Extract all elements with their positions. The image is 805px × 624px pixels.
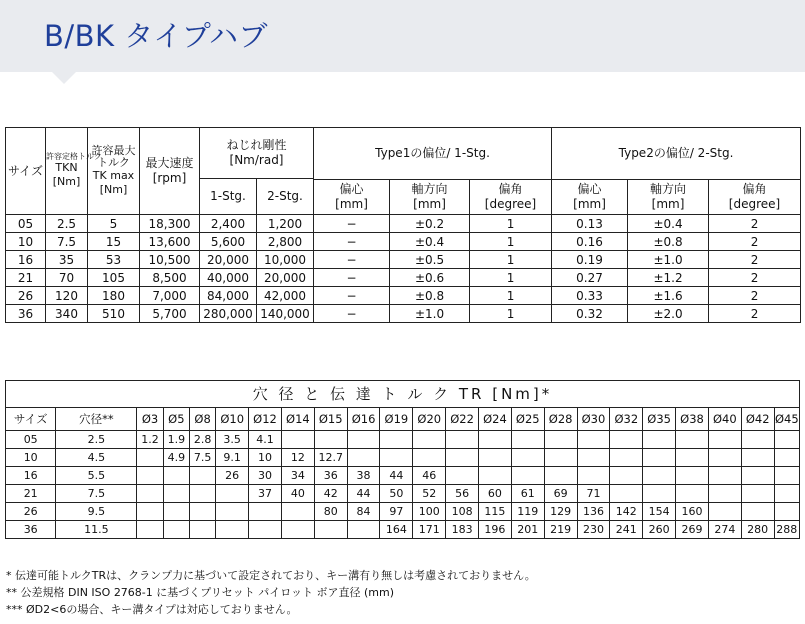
bore-cell: 201 [511, 521, 544, 539]
bore-cell: 1.9 [163, 431, 189, 449]
bore-cell [774, 485, 799, 503]
bore-cell: 164 [380, 521, 413, 539]
bore-cell [380, 449, 413, 467]
bore-cell [610, 449, 643, 467]
spec-cell: 0.27 [552, 269, 628, 287]
bore-cell [163, 521, 189, 539]
spec-cell: 53 [88, 251, 140, 269]
spec-cell: 140,000 [257, 305, 314, 323]
spec-cell: 2,400 [200, 215, 257, 233]
bore-cell [413, 449, 446, 467]
bore-cell [708, 449, 741, 467]
bore-cell [446, 431, 479, 449]
bore-cell [774, 449, 799, 467]
bore-cell [643, 485, 676, 503]
bore-cell: 12.7 [314, 449, 347, 467]
bore-cell [314, 521, 347, 539]
spec-cell: ±1.6 [628, 287, 709, 305]
bore-cell: 196 [479, 521, 512, 539]
bore-cell: 30 [249, 467, 282, 485]
bore-cell: 60 [479, 485, 512, 503]
bore-cell [380, 431, 413, 449]
bore-row [6, 431, 800, 449]
bore-header-cell: Ø16 [347, 408, 380, 431]
bore-cell [347, 431, 380, 449]
spec-cell: ±0.4 [628, 215, 709, 233]
bore-cell: 11.5 [56, 521, 137, 539]
bore-cell: 241 [610, 521, 643, 539]
bore-cell: 36 [314, 467, 347, 485]
spec-cell: 13,600 [140, 233, 200, 251]
bore-cell: 26 [6, 503, 56, 521]
bore-cell: 2.5 [56, 431, 137, 449]
bore-cell: 1.2 [137, 431, 163, 449]
bore-header-cell: Ø10 [216, 408, 249, 431]
footnote-3: *** ØD2<6の場合、キー溝タイプは対応しておりません。 [6, 603, 298, 616]
spec-cell: 05 [6, 215, 46, 233]
spec-cell: 20,000 [200, 251, 257, 269]
t2-angular-unit: [degree] [728, 197, 781, 211]
bore-cell [643, 431, 676, 449]
bore-cell [216, 485, 249, 503]
bore-cell: 21 [6, 485, 56, 503]
spec-table [5, 127, 801, 323]
bore-cell [610, 467, 643, 485]
bore-cell [479, 467, 512, 485]
bore-cell [137, 467, 163, 485]
bore-cell: 71 [577, 485, 610, 503]
bore-table-body [6, 408, 800, 539]
bore-cell [577, 467, 610, 485]
bore-header-cell: 穴径** [56, 408, 137, 431]
hdr-tkmax [88, 128, 140, 215]
spec-cell: 10,500 [140, 251, 200, 269]
spec-cell: 84,000 [200, 287, 257, 305]
bore-cell [741, 449, 774, 467]
bore-cell [163, 467, 189, 485]
bore-cell: 84 [347, 503, 380, 521]
bore-cell: 38 [347, 467, 380, 485]
hdr-tkmax-unit: [Nm] [99, 183, 128, 197]
spec-cell: 40,000 [200, 269, 257, 287]
bore-cell: 34 [281, 467, 314, 485]
spec-cell: 18,300 [140, 215, 200, 233]
bore-cell: 269 [676, 521, 709, 539]
bore-cell: 46 [413, 467, 446, 485]
spec-cell: 35 [46, 251, 88, 269]
bore-cell [511, 467, 544, 485]
spec-cell: 2 [709, 233, 801, 251]
bore-cell: 10 [6, 449, 56, 467]
spec-cell: 70 [46, 269, 88, 287]
bore-table [5, 407, 800, 539]
bore-header-cell: Ø19 [380, 408, 413, 431]
bore-row [6, 485, 800, 503]
bore-cell [544, 449, 577, 467]
bore-cell: 171 [413, 521, 446, 539]
bore-cell: 129 [544, 503, 577, 521]
bore-header-cell: Ø20 [413, 408, 446, 431]
spec-cell: 5,600 [200, 233, 257, 251]
bore-cell [708, 485, 741, 503]
bore-header-cell: サイズ [6, 408, 56, 431]
spec-cell: 0.16 [552, 233, 628, 251]
bore-cell: 97 [380, 503, 413, 521]
bore-cell: 183 [446, 521, 479, 539]
bore-table-title: 穴 径 と 伝 達 ト ル ク TR [Nm]* [5, 380, 800, 407]
bore-header-cell: Ø3 [137, 408, 163, 431]
bore-cell [708, 503, 741, 521]
bore-cell [511, 431, 544, 449]
spec-cell: 36 [6, 305, 46, 323]
spec-cell: 5,700 [140, 305, 200, 323]
spec-cell: 7.5 [46, 233, 88, 251]
bore-cell: 10 [249, 449, 282, 467]
spec-cell: ±0.8 [390, 287, 470, 305]
bore-cell: 280 [741, 521, 774, 539]
bore-cell: 36 [6, 521, 56, 539]
bore-cell [741, 431, 774, 449]
t2-angular-label: 偏角 [742, 182, 767, 196]
bore-cell: 44 [380, 467, 413, 485]
hdr-t1-angular [470, 180, 552, 215]
bore-cell: 69 [544, 485, 577, 503]
bore-cell: 3.5 [216, 431, 249, 449]
bore-cell: 9.1 [216, 449, 249, 467]
bore-cell [281, 503, 314, 521]
spec-cell: 1,200 [257, 215, 314, 233]
bore-cell [544, 431, 577, 449]
hdr-tkn-unit: [Nm] [52, 175, 81, 188]
bore-cell: 7.5 [56, 485, 137, 503]
bore-cell: 219 [544, 521, 577, 539]
page-header [0, 0, 805, 72]
bore-cell [511, 449, 544, 467]
bore-cell: 37 [249, 485, 282, 503]
spec-cell: − [314, 305, 390, 323]
bore-cell: 7.5 [189, 449, 215, 467]
bore-cell [137, 449, 163, 467]
spec-cell: ±0.8 [628, 233, 709, 251]
bore-cell: 12 [281, 449, 314, 467]
spec-cell: − [314, 251, 390, 269]
t2-axial-unit: [mm] [651, 197, 685, 211]
bore-cell [281, 431, 314, 449]
spec-cell: ±0.4 [390, 233, 470, 251]
hdr-t2-axial [628, 180, 709, 215]
bore-cell [741, 467, 774, 485]
bore-cell: 4.9 [163, 449, 189, 467]
bore-header-cell: Ø35 [643, 408, 676, 431]
spec-cell: 105 [88, 269, 140, 287]
spec-cell: ±1.0 [390, 305, 470, 323]
t2-axial-label: 軸方向 [650, 182, 687, 196]
spec-cell: 2 [709, 251, 801, 269]
bore-cell [741, 485, 774, 503]
bore-cell: 108 [446, 503, 479, 521]
spec-cell: 26 [6, 287, 46, 305]
bore-cell [137, 485, 163, 503]
t2-radial-unit: [mm] [573, 197, 606, 211]
spec-cell: 180 [88, 287, 140, 305]
bore-cell: 230 [577, 521, 610, 539]
bore-cell: 40 [281, 485, 314, 503]
bore-cell [189, 485, 215, 503]
bore-cell [610, 485, 643, 503]
bore-cell: 119 [511, 503, 544, 521]
bore-cell [479, 431, 512, 449]
bore-cell [446, 449, 479, 467]
page-title: B/BK タイプハブ [44, 19, 269, 53]
bore-cell [544, 467, 577, 485]
spec-cell: 0.33 [552, 287, 628, 305]
hdr-stiff-unit: [Nm/rad] [229, 153, 284, 167]
spec-cell: 10,000 [257, 251, 314, 269]
bore-cell: 260 [643, 521, 676, 539]
bore-cell: 26 [216, 467, 249, 485]
spec-cell: ±2.0 [628, 305, 709, 323]
bore-cell: 42 [314, 485, 347, 503]
bore-cell: 4.5 [56, 449, 137, 467]
bore-header-cell: Ø5 [163, 408, 189, 431]
spec-cell: ±0.5 [390, 251, 470, 269]
t1-axial-label: 軸方向 [411, 182, 448, 196]
spec-cell: 340 [46, 305, 88, 323]
bore-cell [676, 431, 709, 449]
bore-header-cell: Ø12 [249, 408, 282, 431]
hdr-t1-radial [314, 180, 390, 215]
bore-cell [676, 449, 709, 467]
spec-cell: ±1.0 [628, 251, 709, 269]
hdr-stiff-2: 2-Stg. [257, 179, 314, 215]
bore-header-cell: Ø24 [479, 408, 512, 431]
spec-cell: 16 [6, 251, 46, 269]
bore-cell [347, 521, 380, 539]
bore-cell [479, 449, 512, 467]
bore-cell: 288 [774, 521, 799, 539]
spec-cell: 20,000 [257, 269, 314, 287]
spec-cell: 21 [6, 269, 46, 287]
bore-cell: 52 [413, 485, 446, 503]
spec-cell: − [314, 233, 390, 251]
spec-cell: 1 [470, 251, 552, 269]
spec-row [6, 215, 801, 233]
bore-cell: 4.1 [249, 431, 282, 449]
spec-cell: 10 [6, 233, 46, 251]
bore-cell [189, 467, 215, 485]
hdr-t2-radial [552, 180, 628, 215]
spec-cell: 5 [88, 215, 140, 233]
bore-cell [249, 521, 282, 539]
bore-cell [163, 503, 189, 521]
bore-cell [446, 467, 479, 485]
hdr-t2-angular [709, 180, 801, 215]
hdr-stiff-1: 1-Stg. [200, 179, 257, 215]
bore-header-cell: Ø22 [446, 408, 479, 431]
bore-cell [610, 431, 643, 449]
bore-cell [774, 503, 799, 521]
bore-cell: 154 [643, 503, 676, 521]
bore-cell [163, 485, 189, 503]
spec-cell: − [314, 287, 390, 305]
bore-cell: 136 [577, 503, 610, 521]
bore-cell: 9.5 [56, 503, 137, 521]
spec-table-body [6, 215, 801, 323]
bore-row [6, 467, 800, 485]
spec-row [6, 287, 801, 305]
bore-header-cell: Ø15 [314, 408, 347, 431]
bore-cell [577, 449, 610, 467]
spec-cell: 2.5 [46, 215, 88, 233]
spec-cell: 2 [709, 287, 801, 305]
bore-cell: 56 [446, 485, 479, 503]
bore-cell [314, 431, 347, 449]
t1-axial-unit: [mm] [413, 197, 446, 211]
hdr-tkmax-label: 許容最大トルク [91, 144, 136, 170]
bore-cell: 115 [479, 503, 512, 521]
footnotes [6, 567, 536, 618]
hdr-stiff-label: ねじれ剛性 [226, 138, 287, 152]
bore-cell [643, 449, 676, 467]
hdr-tkn [46, 128, 102, 215]
bore-cell [643, 467, 676, 485]
bore-cell [708, 431, 741, 449]
spec-cell: ±0.2 [390, 215, 470, 233]
bore-cell: 274 [708, 521, 741, 539]
bore-cell [216, 503, 249, 521]
bore-cell [347, 449, 380, 467]
spec-cell: 0.13 [552, 215, 628, 233]
bore-header-cell: Ø8 [189, 408, 215, 431]
bore-cell: 80 [314, 503, 347, 521]
spec-cell: 7,000 [140, 287, 200, 305]
bore-cell [774, 467, 799, 485]
header-notch [52, 72, 76, 84]
spec-cell: 8,500 [140, 269, 200, 287]
spec-cell: 15 [88, 233, 140, 251]
bore-row [6, 503, 800, 521]
bore-cell: 44 [347, 485, 380, 503]
bore-cell [676, 485, 709, 503]
bore-cell: 5.5 [56, 467, 137, 485]
bore-cell [137, 503, 163, 521]
spec-cell: 510 [88, 305, 140, 323]
hdr-type2: Type2の偏位/ 2-Stg. [552, 128, 801, 180]
bore-cell [216, 521, 249, 539]
t1-radial-unit: [mm] [335, 197, 368, 211]
spec-cell: 1 [470, 305, 552, 323]
spec-cell: − [314, 215, 390, 233]
bore-header-cell: Ø25 [511, 408, 544, 431]
bore-cell: 2.8 [189, 431, 215, 449]
spec-cell: 2 [709, 215, 801, 233]
bore-cell: 160 [676, 503, 709, 521]
footnote-2: ** 公差規格 DIN ISO 2768-1 に基づくプリセット パイロット ボア直径 (mm) [6, 586, 395, 599]
bore-header-cell: Ø40 [708, 408, 741, 431]
bore-header-cell: Ø14 [281, 408, 314, 431]
spec-row [6, 305, 801, 323]
bore-cell: 61 [511, 485, 544, 503]
spec-cell: 2 [709, 305, 801, 323]
t1-angular-label: 偏角 [498, 182, 523, 196]
bore-cell [774, 431, 799, 449]
bore-cell [189, 521, 215, 539]
footnote-1: * 伝達可能トルクTRは、クランプ力に基づいて設定されており、キー溝有り無しは考慮されておりません。 [6, 569, 536, 582]
bore-header-cell: Ø42 [741, 408, 774, 431]
bore-cell: 100 [413, 503, 446, 521]
bore-cell [676, 467, 709, 485]
hdr-size: サイズ [6, 128, 46, 215]
bore-header-cell: Ø45 [774, 408, 799, 431]
bore-cell: 142 [610, 503, 643, 521]
bore-row [6, 449, 800, 467]
spec-row [6, 233, 801, 251]
bore-header-cell: Ø38 [676, 408, 709, 431]
t1-radial-label: 偏心 [339, 182, 364, 196]
spec-cell: 280,000 [200, 305, 257, 323]
spec-row [6, 269, 801, 287]
hdr-speed [140, 128, 200, 215]
spec-cell: 0.32 [552, 305, 628, 323]
spec-cell: 1 [470, 269, 552, 287]
bore-cell: 05 [6, 431, 56, 449]
spec-cell: 2,800 [257, 233, 314, 251]
hdr-tkmax-symbol: TK max [92, 169, 135, 183]
hdr-type1: Type1の偏位/ 1-Stg. [314, 128, 552, 180]
spec-row [6, 251, 801, 269]
t1-angular-unit: [degree] [484, 197, 537, 211]
bore-cell [708, 467, 741, 485]
t2-radial-label: 偏心 [577, 182, 602, 196]
bore-cell [577, 431, 610, 449]
bore-header-cell: Ø32 [610, 408, 643, 431]
hdr-stiffness [200, 128, 314, 179]
hdr-t1-axial [390, 180, 470, 215]
bore-cell [249, 503, 282, 521]
spec-cell: 1 [470, 233, 552, 251]
spec-cell: 120 [46, 287, 88, 305]
bore-cell [189, 503, 215, 521]
hdr-tkn-symbol: TKN [55, 161, 78, 175]
spec-cell: ±1.2 [628, 269, 709, 287]
spec-cell: − [314, 269, 390, 287]
hdr-tkn-label: 許容定格トルク [46, 152, 102, 162]
spec-cell: 1 [470, 215, 552, 233]
hdr-speed-unit: [rpm] [152, 171, 187, 185]
bore-cell: 16 [6, 467, 56, 485]
spec-cell: ±0.6 [390, 269, 470, 287]
bore-cell [741, 503, 774, 521]
bore-cell [281, 521, 314, 539]
bore-cell [413, 431, 446, 449]
spec-cell: 2 [709, 269, 801, 287]
spec-cell: 0.19 [552, 251, 628, 269]
bore-cell [137, 521, 163, 539]
spec-cell: 42,000 [257, 287, 314, 305]
bore-cell: 50 [380, 485, 413, 503]
spec-cell: 1 [470, 287, 552, 305]
bore-header-cell: Ø30 [577, 408, 610, 431]
bore-row [6, 521, 800, 539]
hdr-speed-label: 最大速度 [145, 156, 194, 170]
bore-header-cell: Ø28 [544, 408, 577, 431]
bore-header-row [6, 408, 800, 431]
